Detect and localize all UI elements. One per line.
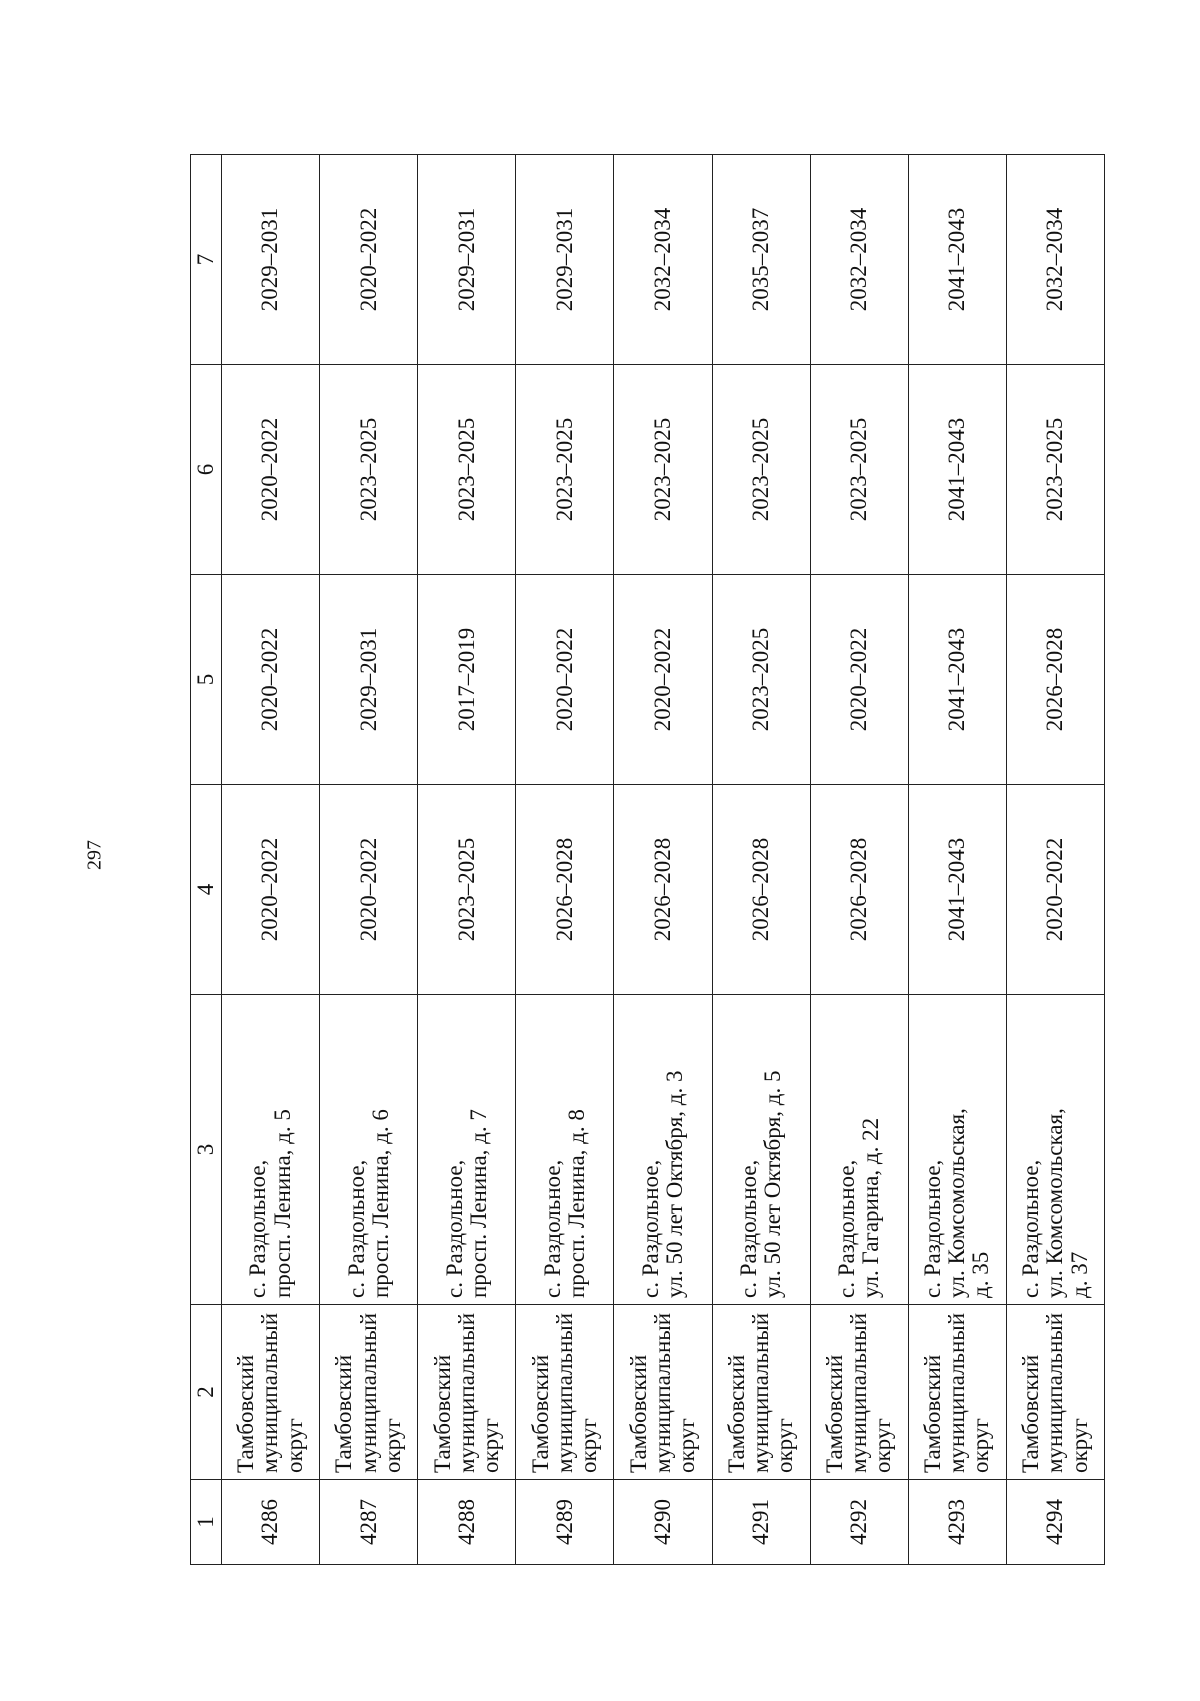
- district-line: округ: [1066, 1418, 1092, 1473]
- column-header: 2: [191, 1305, 222, 1480]
- address-cell: [1006, 995, 1104, 1305]
- district-line: округ: [379, 1418, 405, 1473]
- table-row: [320, 155, 418, 1565]
- period-cell: 2029–2031: [418, 155, 516, 365]
- district-line: Тамбовский: [331, 1354, 357, 1473]
- address-line: с. Раздольное,: [245, 1159, 271, 1298]
- table-row: [908, 155, 1006, 1565]
- address-line: с. Раздольное,: [920, 1159, 946, 1298]
- period-cell: 2020–2022: [516, 575, 614, 785]
- period-cell: 2023–2025: [712, 575, 810, 785]
- period-cell: 2023–2025: [810, 365, 908, 575]
- district-line: округ: [772, 1418, 798, 1473]
- district-line: округ: [575, 1418, 601, 1473]
- row-number: 4294: [1006, 1480, 1104, 1565]
- period-cell: 2041–2043: [908, 785, 1006, 995]
- district-line: округ: [477, 1418, 503, 1473]
- district-line: муниципальный: [355, 1312, 381, 1473]
- period-cell: 2020–2022: [320, 155, 418, 365]
- district-line: муниципальный: [649, 1312, 675, 1473]
- period-cell: 2023–2025: [516, 365, 614, 575]
- address-line: просп. Ленина, д. 6: [367, 1109, 393, 1298]
- row-number: 4287: [320, 1480, 418, 1565]
- district-line: Тамбовский: [1018, 1354, 1044, 1473]
- district-cell: [222, 1305, 320, 1480]
- row-number: 4293: [908, 1480, 1006, 1565]
- district-cell: [516, 1305, 614, 1480]
- period-cell: 2017–2019: [418, 575, 516, 785]
- period-cell: 2020–2022: [1006, 785, 1104, 995]
- address-line: ул. Комсомольская,: [1042, 1108, 1068, 1298]
- district-line: Тамбовский: [233, 1354, 259, 1473]
- address-line: с. Раздольное,: [735, 1159, 761, 1298]
- address-line: ул. Гагарина, д. 22: [858, 1117, 884, 1298]
- period-cell: 2029–2031: [516, 155, 614, 365]
- district-line: муниципальный: [748, 1312, 774, 1473]
- table-row: [516, 155, 614, 1565]
- district-cell: [320, 1305, 418, 1480]
- period-cell: 2026–2028: [1006, 575, 1104, 785]
- district-line: Тамбовский: [625, 1354, 651, 1473]
- district-cell: [1006, 1305, 1104, 1480]
- district-line: Тамбовский: [429, 1354, 455, 1473]
- address-line: д. 35: [968, 1251, 994, 1298]
- address-line: с. Раздольное,: [441, 1159, 467, 1298]
- period-cell: 2020–2022: [614, 575, 712, 785]
- district-line: муниципальный: [1042, 1312, 1068, 1473]
- column-header: 6: [191, 365, 222, 575]
- district-cell: [810, 1305, 908, 1480]
- period-cell: 2020–2022: [320, 785, 418, 995]
- district-line: округ: [870, 1418, 896, 1473]
- column-header: 7: [191, 155, 222, 365]
- address-cell: [712, 995, 810, 1305]
- address-line: ул. 50 лет Октября, д. 5: [760, 1070, 786, 1298]
- address-line: с. Раздольное,: [343, 1159, 369, 1298]
- period-cell: 2023–2025: [418, 365, 516, 575]
- district-line: муниципальный: [846, 1312, 872, 1473]
- address-line: просп. Ленина, д. 8: [563, 1109, 589, 1298]
- period-cell: 2023–2025: [712, 365, 810, 575]
- period-cell: 2020–2022: [222, 575, 320, 785]
- district-line: округ: [674, 1418, 700, 1473]
- table-row: [614, 155, 712, 1565]
- address-line: ул. Комсомольская,: [944, 1108, 970, 1298]
- column-header: 1: [191, 1480, 222, 1565]
- district-line: Тамбовский: [822, 1354, 847, 1473]
- period-cell: 2020–2022: [222, 365, 320, 575]
- period-cell: 2023–2025: [614, 365, 712, 575]
- row-number: 4289: [516, 1480, 614, 1565]
- district-cell: [908, 1305, 1006, 1480]
- period-cell: 2023–2025: [320, 365, 418, 575]
- period-cell: 2020–2022: [810, 575, 908, 785]
- header-row: [191, 155, 222, 1565]
- address-line: с. Раздольное,: [1018, 1159, 1044, 1298]
- period-cell: 2026–2028: [712, 785, 810, 995]
- period-cell: 2026–2028: [810, 785, 908, 995]
- row-number: 4291: [712, 1480, 810, 1565]
- address-cell: [320, 995, 418, 1305]
- address-cell: [614, 995, 712, 1305]
- district-line: муниципальный: [944, 1312, 970, 1473]
- address-line: с. Раздольное,: [539, 1159, 565, 1298]
- page-number: 297: [83, 840, 106, 870]
- table-rotated-container: [190, 155, 1105, 1565]
- address-cell: [908, 995, 1006, 1305]
- district-line: муниципальный: [551, 1312, 577, 1473]
- district-line: Тамбовский: [920, 1354, 946, 1473]
- district-line: Тамбовский: [527, 1354, 553, 1473]
- period-cell: 2029–2031: [320, 575, 418, 785]
- address-line: ул. 50 лет Октября, д. 3: [661, 1070, 687, 1298]
- address-line: просп. Ленина, д. 7: [465, 1109, 491, 1298]
- district-line: округ: [968, 1418, 994, 1473]
- schedule-table: [190, 154, 1105, 1565]
- period-cell: 2026–2028: [614, 785, 712, 995]
- address-cell: [516, 995, 614, 1305]
- period-cell: 2032–2034: [614, 155, 712, 365]
- period-cell: 2032–2034: [1006, 155, 1104, 365]
- period-cell: 2032–2034: [810, 155, 908, 365]
- row-number: 4290: [614, 1480, 712, 1565]
- period-cell: 2020–2022: [222, 785, 320, 995]
- address-cell: [418, 995, 516, 1305]
- district-cell: [418, 1305, 516, 1480]
- row-number: 4292: [810, 1480, 908, 1565]
- column-header: 3: [191, 995, 222, 1305]
- period-cell: 2023–2025: [1006, 365, 1104, 575]
- table-row: [222, 155, 320, 1565]
- address-cell: [810, 995, 908, 1305]
- column-header: 5: [191, 575, 222, 785]
- address-line: с. Раздольное,: [637, 1159, 663, 1298]
- address-line: д. 37: [1066, 1251, 1092, 1298]
- table-row: [712, 155, 810, 1565]
- district-cell: [712, 1305, 810, 1480]
- period-cell: 2041–2043: [908, 155, 1006, 365]
- district-line: Тамбовский: [723, 1354, 749, 1473]
- row-number: 4286: [222, 1480, 320, 1565]
- row-number: 4288: [418, 1480, 516, 1565]
- district-line: округ: [281, 1418, 307, 1473]
- column-header: 4: [191, 785, 222, 995]
- period-cell: 2041–2043: [908, 575, 1006, 785]
- period-cell: 2023–2025: [418, 785, 516, 995]
- district-cell: [614, 1305, 712, 1480]
- district-line: муниципальный: [257, 1312, 283, 1473]
- period-cell: 2041–2043: [908, 365, 1006, 575]
- table-row: [1006, 155, 1104, 1565]
- address-line: с. Раздольное,: [834, 1159, 860, 1298]
- period-cell: 2026–2028: [516, 785, 614, 995]
- table-row: [810, 155, 908, 1565]
- period-cell: 2029–2031: [222, 155, 320, 365]
- table-row: [418, 155, 516, 1565]
- district-line: муниципальный: [453, 1312, 479, 1473]
- address-line: просп. Ленина, д. 5: [269, 1109, 295, 1298]
- period-cell: 2035–2037: [712, 155, 810, 365]
- address-cell: [222, 995, 320, 1305]
